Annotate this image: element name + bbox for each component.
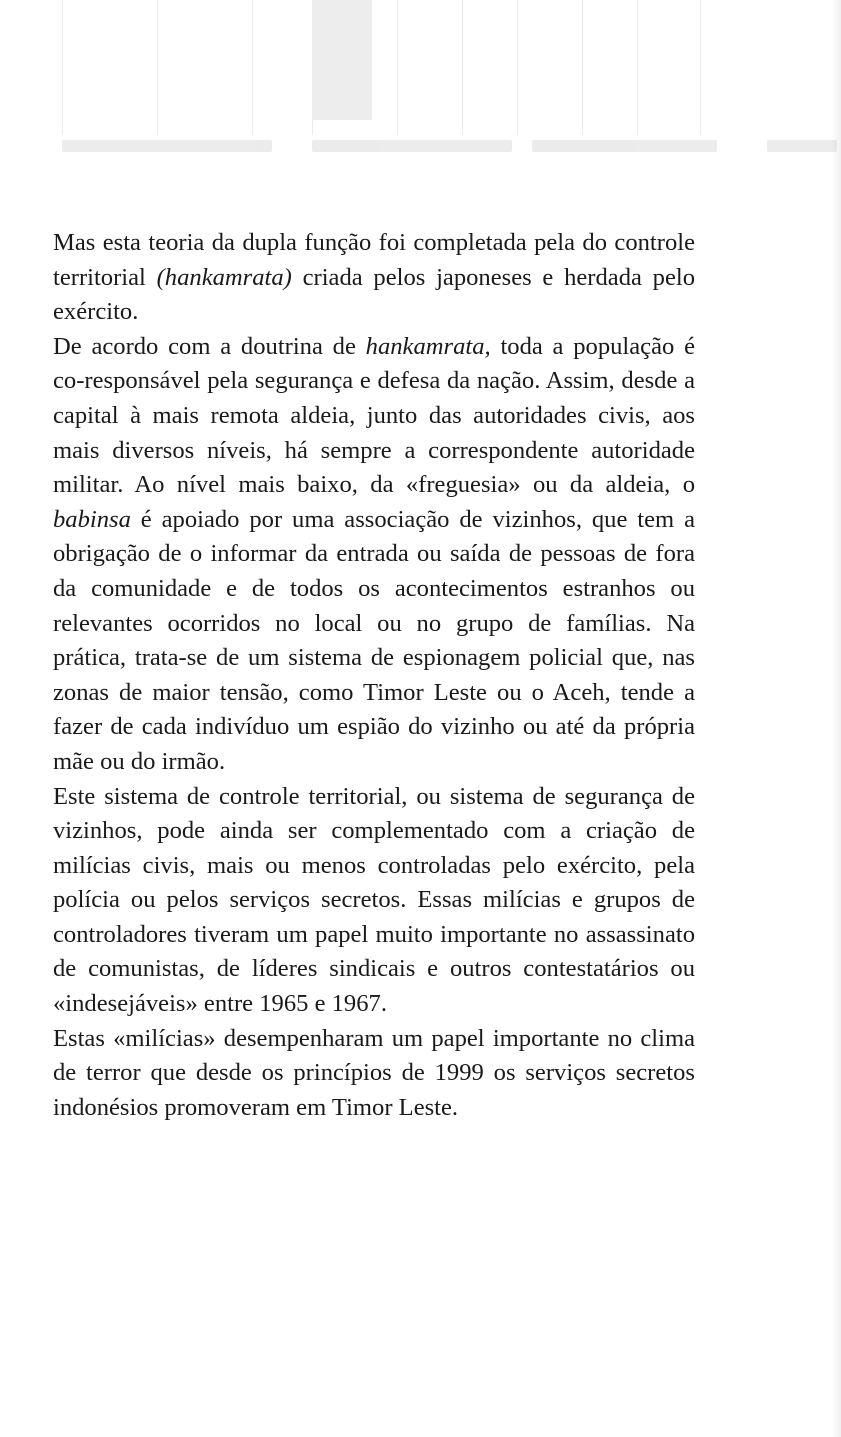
text-run: Mas esta teoria da dupla função foi completada pela do controle territorial <box>53 229 695 291</box>
text-run: Este sistema de controle territorial, ou sistema de segurança de vizinhos, pode ainda ser complementado com a criação de milícias civis, mais ou menos controladas pelo exército, pela polícia ou pelos serviços secretos. Essas milícias e grupos de controladores tiveram um papel muito importante no assassinato de comunistas, de líderes sindicais e outros contestatários ou «indesejáveis» entre 1965 e 1967. <box>53 782 695 1018</box>
bleed-through-header <box>62 140 841 166</box>
body-text <box>53 226 695 1125</box>
bleed-through-table <box>62 0 702 140</box>
page-edge-shadow <box>831 0 841 1437</box>
italic-term: hankamrata, <box>365 332 491 360</box>
italic-term: babinsa <box>53 505 131 533</box>
italic-term: (hankamrata) <box>156 263 292 291</box>
text-run: De acordo com a doutrina de <box>53 332 366 360</box>
paragraph <box>53 226 695 330</box>
paragraph <box>53 330 695 780</box>
text-run: toda a população é co-responsável pela segurança e defesa da nação. Assim, desde a capital à mais remota aldeia, junto das autoridades civis, aos mais diversos níveis, há sempre a correspondente autoridade militar. Ao nível mais baixo, da «freguesia» ou da aldeia, o <box>53 332 695 499</box>
text-run: é apoiado por uma associação de vizinhos, que tem a obrigação de o informar da entrada ou saída de pessoas de fora da comunidade e de todos os acontecimentos estranhos ou relevantes ocorridos no local ou no grupo de famílias. Na prática, trata-se de um sistema de espionagem policial que, nas zonas de maior tensão, como Timor Leste ou o Aceh, tende a fazer de cada indivíduo um espião do vizinho ou até da própria mãe ou do irmão. <box>53 505 695 775</box>
text-run: Estas «milícias» desempenharam um papel importante no clima de terror que desde os princípios de 1999 os serviços secretos indonésios promoveram em Timor Leste. <box>53 1024 695 1121</box>
text-run: criada pelos japoneses e herdada pelo exército. <box>53 263 695 326</box>
paragraph <box>53 1022 695 1126</box>
paragraph <box>53 780 695 1022</box>
